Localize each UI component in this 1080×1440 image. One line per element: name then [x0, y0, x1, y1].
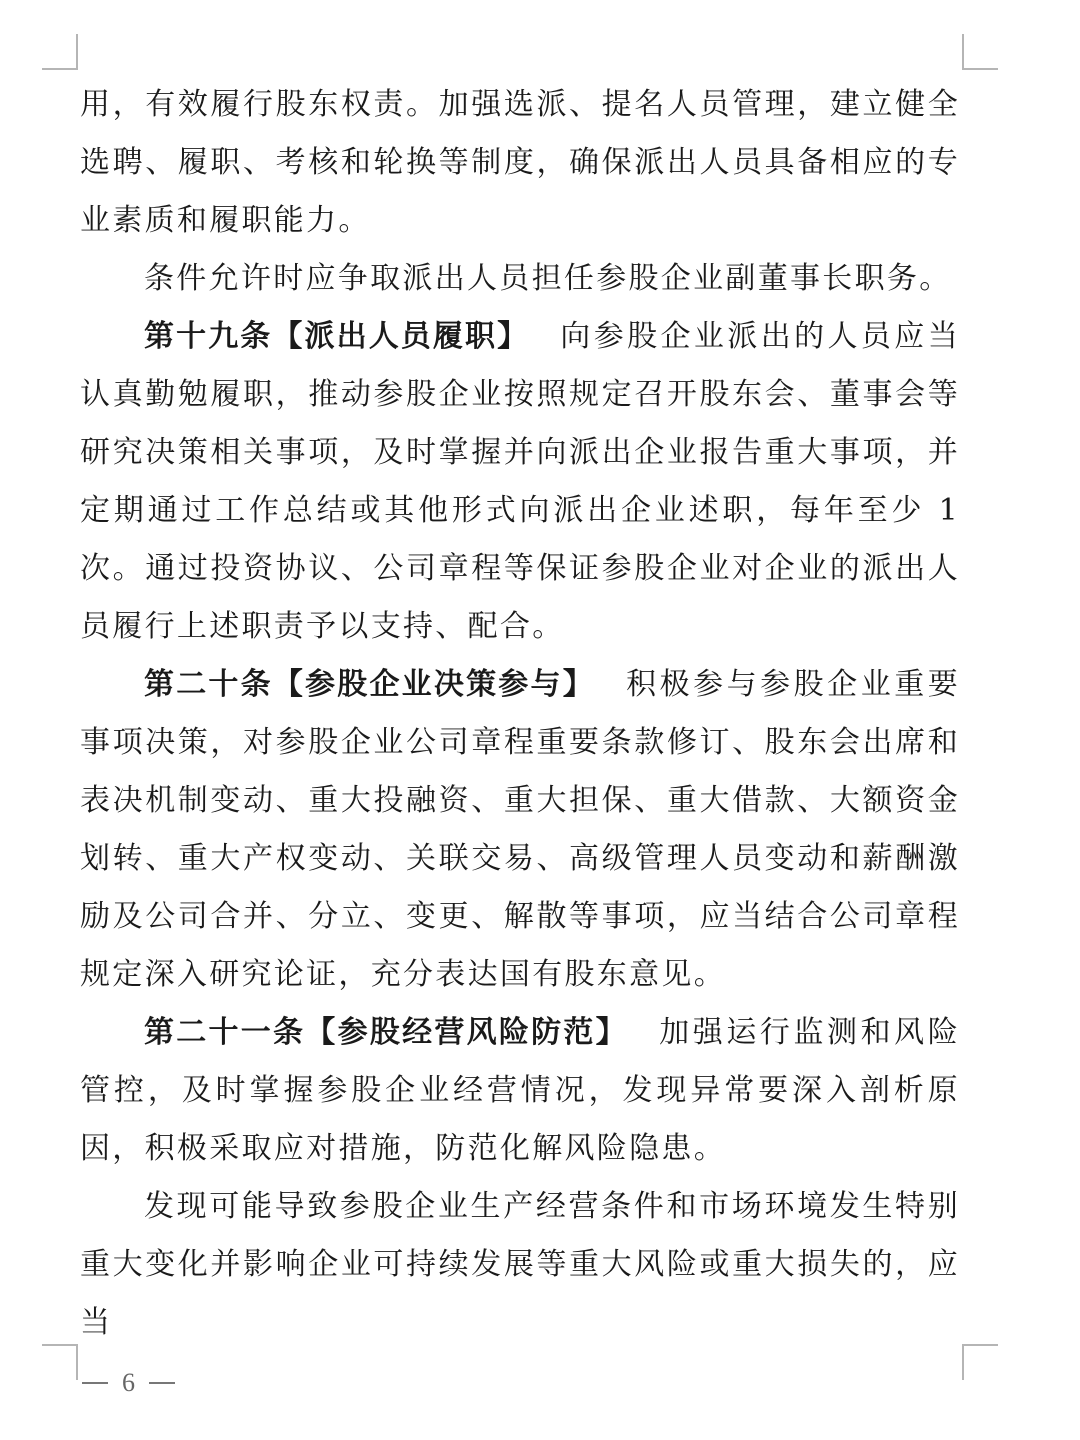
article-20: [80, 656, 960, 1004]
crop-mark-bottom-left: [42, 1344, 78, 1380]
footer-dash-right: [149, 1382, 175, 1384]
crop-mark-top-left: [42, 34, 78, 70]
page-footer: [82, 1368, 175, 1398]
article-19-body: 向参股企业派出的人员应当认真勤勉履职，推动参股企业按照规定召开股东会、董事会等研究决策相关事项，及时掌握并向派出企业报告重大事项，并定期通过工作总结或其他形式向派出企业述职，每年至少 1 次。通过投资协议、公司章程等保证参股企业对企业的派出人员履行上述职责予以支持、配合。: [80, 319, 960, 644]
paragraph-major-risk: 发现可能导致参股企业生产经营条件和市场环境发生特别重大变化并影响企业可持续发展等重大风险或重大损失的，应当: [80, 1189, 960, 1340]
footer-dash-left: [82, 1382, 108, 1384]
article-21-body: 加强运行监测和风险管控，及时掌握参股企业经营情况，发现异常要深入剖析原因，积极采取应对措施，防范化解风险隐患。: [80, 1015, 960, 1166]
crop-mark-bottom-right: [962, 1344, 998, 1380]
article-21-heading: 第二十一条【参股经营风险防范】: [144, 1015, 628, 1050]
page-number: 6: [122, 1368, 135, 1397]
crop-mark-top-right: [962, 34, 998, 70]
article-20-heading: 第二十条【参股企业决策参与】: [144, 667, 595, 702]
document-body: [80, 76, 960, 1352]
article-19: [80, 308, 960, 656]
article-19-heading: 第十九条【派出人员履职】: [144, 319, 530, 354]
article-20-body: 积极参与参股企业重要事项决策，对参股企业公司章程重要条款修订、股东会出席和表决机制变动、重大投融资、重大担保、重大借款、大额资金划转、重大产权变动、关联交易、高级管理人员变动和薪酬激励及公司合并、分立、变更、解散等事项，应当结合公司章程规定深入研究论证，充分表达国有股东意见。: [80, 667, 961, 992]
article-21: [80, 1004, 960, 1178]
paragraph-continued: 用，有效履行股东权责。加强选派、提名人员管理，建立健全选聘、履职、考核和轮换等制度，确保派出人员具备相应的专业素质和履职能力。: [80, 87, 960, 238]
paragraph-vice-chairman: 条件允许时应争取派出人员担任参股企业副董事长职务。: [144, 261, 952, 296]
